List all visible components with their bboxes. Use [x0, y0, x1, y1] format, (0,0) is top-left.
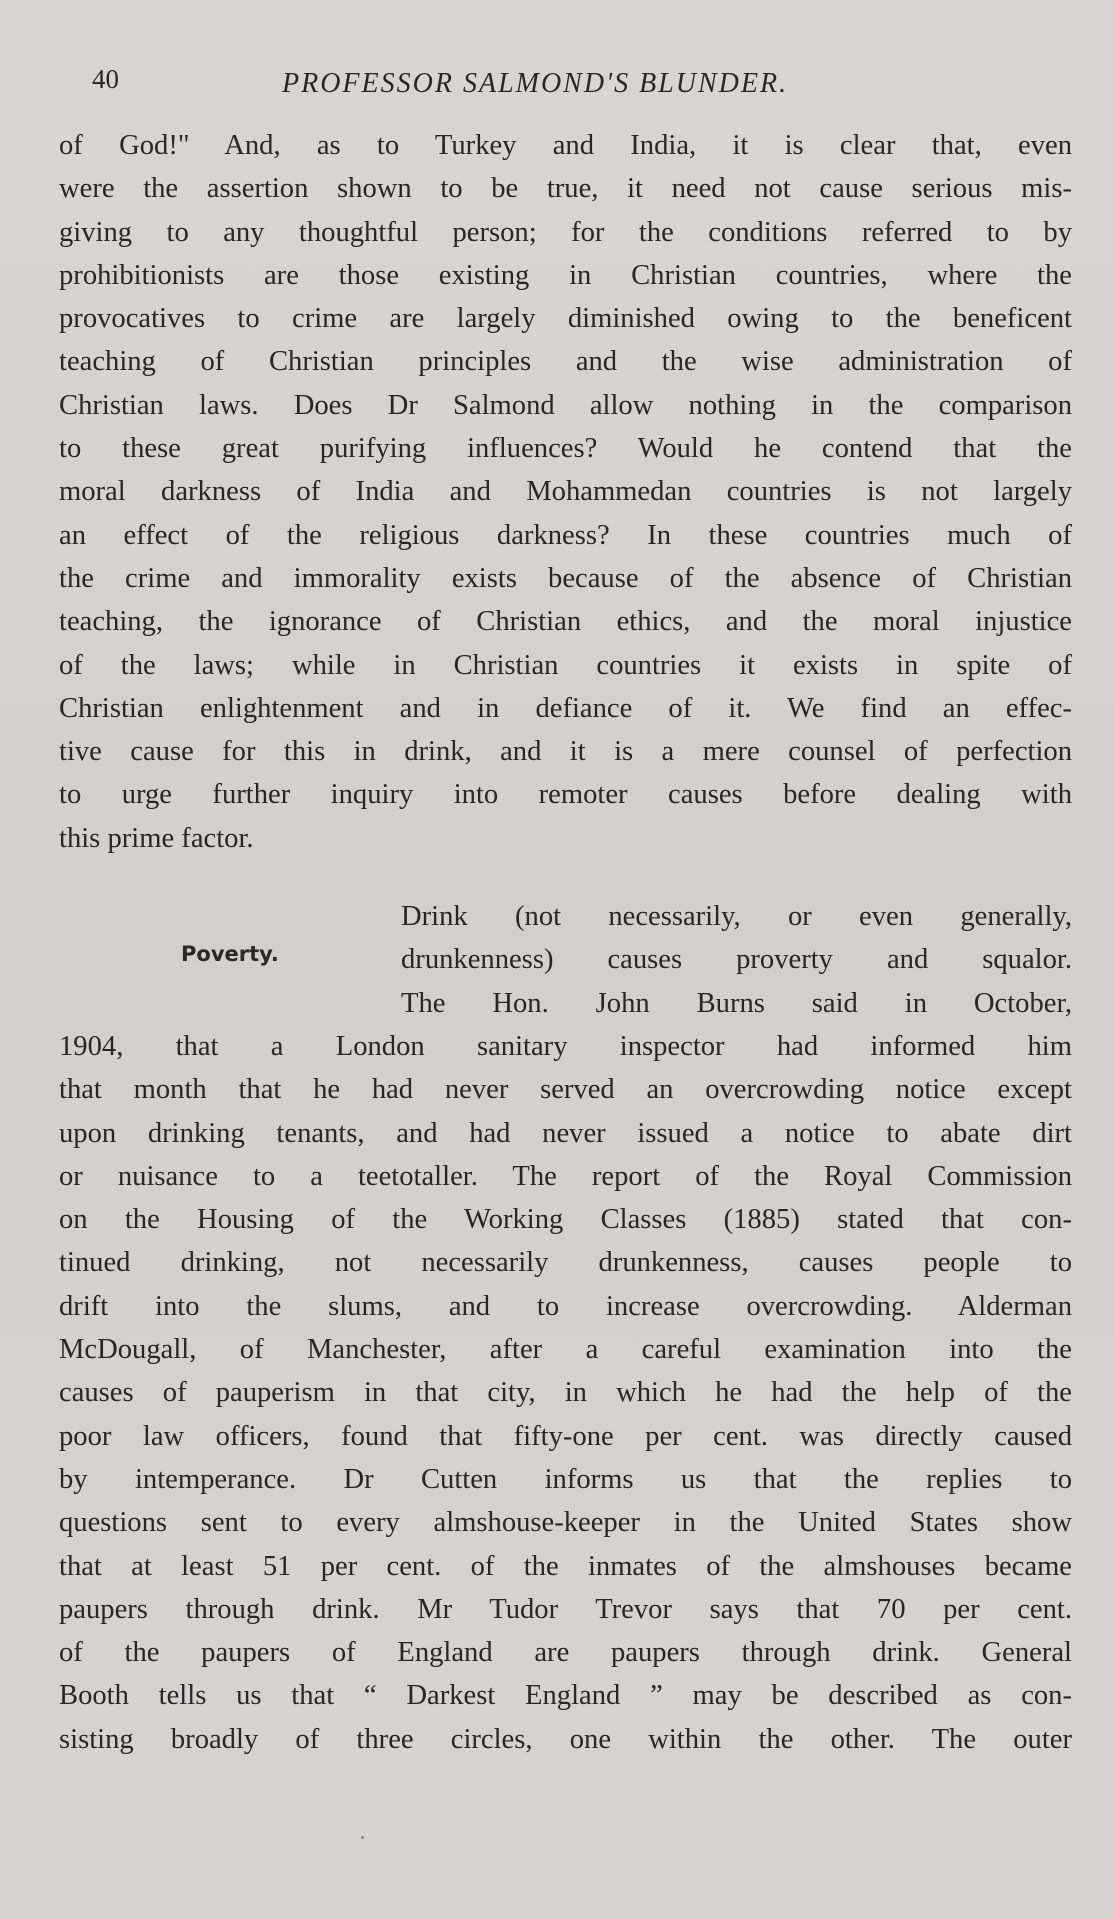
text-line: Christian laws. Does Dr Salmond allow nothing in the comparison: [59, 389, 1072, 421]
text-line: tinued drinking, not necessarily drunkenness, causes people to: [59, 1247, 1072, 1279]
text-line: tive cause for this in drink, and it is a mere counsel of perfection: [59, 736, 1072, 768]
text-line: upon drinking tenants, and had never issued a notice to abate dirt: [59, 1117, 1072, 1149]
text-line: of the laws; while in Christian countries it exists in spite of: [59, 649, 1072, 681]
text-line: Booth tells us that “ Darkest England ” may be described as con-: [59, 1680, 1072, 1712]
text-line: giving to any thoughtful person; for the conditions referred to by: [59, 216, 1072, 248]
text-line: teaching of Christian principles and the wise administration of: [59, 346, 1072, 378]
text-line: causes of pauperism in that city, in which he had the help of the: [59, 1377, 1072, 1409]
text-line: drift into the slums, and to increase overcrowding. Alderman: [59, 1290, 1072, 1322]
print-speck: [361, 1836, 364, 1839]
text-line: of God!" And, as to Turkey and India, it is clear that, even: [59, 130, 1072, 161]
text-line: the crime and immorality exists because of the absence of Christian: [59, 562, 1072, 594]
text-line: that at least 51 per cent. of the inmates of the almshouses became: [59, 1550, 1072, 1582]
text-line: on the Housing of the Working Classes (1885) stated that con-: [59, 1204, 1072, 1236]
paragraph-poverty-opening: [401, 895, 1072, 1025]
text-line: teaching, the ignorance of Christian ethics, and the moral injustice: [59, 606, 1072, 638]
text-line: drunkenness) causes proverty and squalor.: [401, 944, 1072, 976]
text-line: an effect of the religious darkness? In these countries much of: [59, 519, 1072, 551]
sidenote-poverty: Poverty.: [181, 942, 279, 966]
text-line: this prime factor.: [59, 822, 254, 854]
text-line: of the paupers of England are paupers through drink. General: [59, 1637, 1072, 1669]
text-line: Christian enlightenment and in defiance of it. We find an effec-: [59, 692, 1072, 724]
text-line: Drink (not necessarily, or even generally,: [401, 901, 1072, 932]
text-line: to urge further inquiry into remoter causes before dealing with: [59, 779, 1072, 811]
page-header: [92, 64, 1072, 104]
text-line: to these great purifying influences? Would he contend that the: [59, 433, 1072, 465]
text-line: paupers through drink. Mr Tudor Trevor says that 70 per cent.: [59, 1593, 1072, 1625]
text-line: McDougall, of Manchester, after a careful examination into the: [59, 1334, 1072, 1366]
paragraph-poverty: [59, 1025, 1072, 1761]
text-line: poor law officers, found that fifty-one per cent. was directly caused: [59, 1420, 1072, 1452]
text-line: moral darkness of India and Mohammedan countries is not largely: [59, 476, 1072, 508]
paragraph-turkey-india: [59, 124, 1072, 860]
text-line: The Hon. John Burns said in October,: [401, 987, 1072, 1019]
text-line: provocatives to crime are largely diminished owing to the beneficent: [59, 303, 1072, 335]
running-title: PROFESSOR SALMOND'S BLUNDER.: [282, 68, 789, 99]
text-line: were the assertion shown to be true, it need not cause serious mis-: [59, 173, 1072, 205]
text-line: questions sent to every almshouse-keeper in the United States show: [59, 1507, 1072, 1539]
page-number: 40: [92, 64, 119, 94]
text-line: 1904, that a London sanitary inspector had informed him: [59, 1031, 1072, 1062]
text-line: by intemperance. Dr Cutten informs us that the replies to: [59, 1463, 1072, 1495]
text-line: or nuisance to a teetotaller. The report of the Royal Commission: [59, 1160, 1072, 1192]
text-line: sisting broadly of three circles, one within the other. The outer: [59, 1723, 1072, 1755]
text-line: that month that he had never served an overcrowding notice except: [59, 1074, 1072, 1106]
text-line: prohibitionists are those existing in Christian countries, where the: [59, 259, 1072, 291]
